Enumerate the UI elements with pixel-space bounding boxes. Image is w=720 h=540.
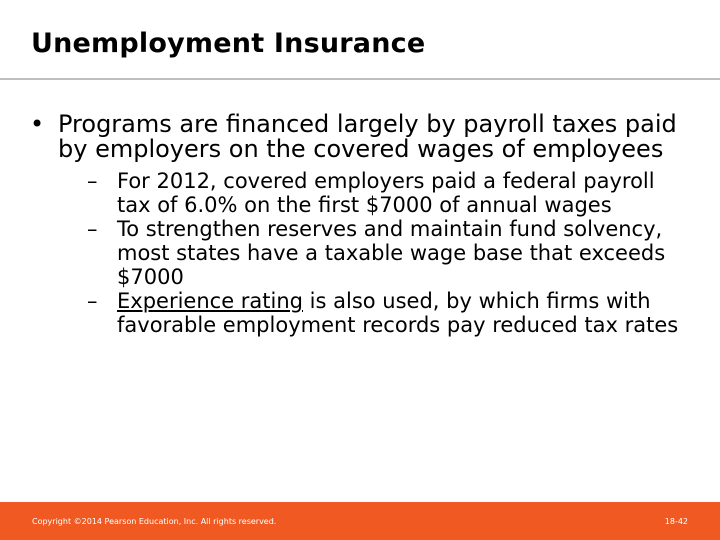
title-divider <box>0 78 720 80</box>
sub-bullet-reserves <box>87 217 687 289</box>
sub-bullet-text: To strengthen reserves and maintain fund solvency, most states have a taxable wage base that exceeds $7000 <box>117 217 666 289</box>
footer-bar <box>0 502 720 540</box>
bullet-marker: • <box>30 110 45 138</box>
sub-bullet-marker: – <box>87 217 98 241</box>
sub-bullet-marker: – <box>87 169 98 193</box>
page-number: 18-42 <box>664 517 688 526</box>
sub-bullet-experience-rating <box>87 289 687 337</box>
sub-bullet-text: For 2012, covered employers paid a federal payroll tax of 6.0% on the first $7000 of annual wages <box>117 169 655 217</box>
main-bullet <box>30 112 690 162</box>
slide-title: Unemployment Insurance <box>31 28 426 59</box>
sub-bullet-list <box>87 169 687 337</box>
sub-bullet-payroll-tax <box>87 169 687 217</box>
main-bullet-text: Programs are financed largely by payroll taxes paid by employers on the covered wages of employees <box>58 110 677 163</box>
sub-bullet-marker: – <box>87 289 98 313</box>
sub-bullet-text: is also used, by which firms with favorable employment records pay reduced tax rates <box>117 289 679 337</box>
copyright-notice: Copyright ©2014 Pearson Education, Inc. All rights reserved. <box>32 517 277 526</box>
experience-rating-term: Experience rating <box>117 289 303 313</box>
slide-content <box>30 112 690 337</box>
